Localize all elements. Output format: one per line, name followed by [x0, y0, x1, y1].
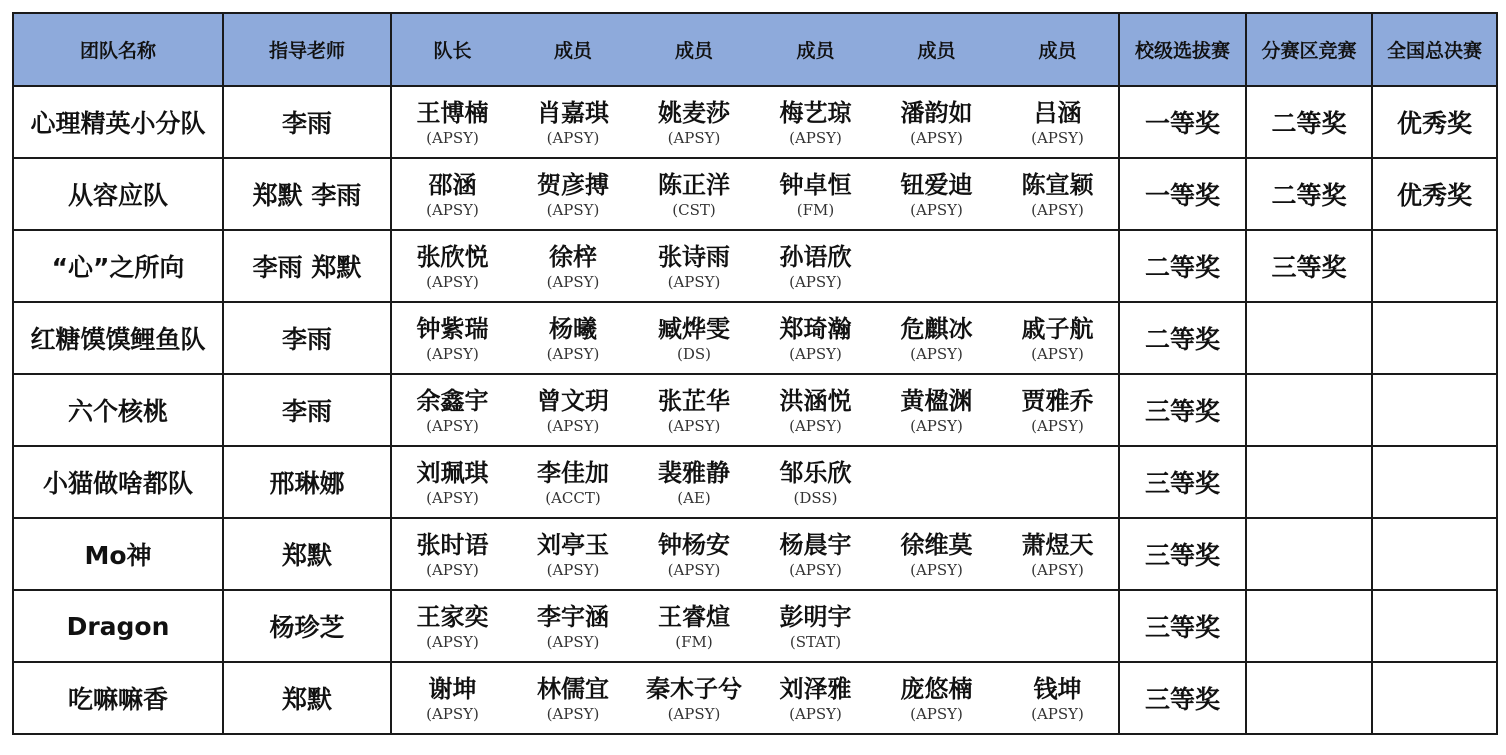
member-cell — [513, 518, 633, 590]
member-name: 张时语 — [416, 531, 489, 559]
member-cell — [513, 374, 633, 446]
member-major: (APSY) — [910, 705, 963, 723]
national-final-award: 优秀奖 — [1372, 158, 1497, 230]
member-name: 萧煜天 — [1021, 531, 1094, 559]
member-cell — [513, 662, 633, 734]
advisor-cell: 杨珍芝 — [223, 590, 391, 662]
member-major: (APSY) — [426, 417, 479, 435]
member-name: 陈宣颖 — [1021, 171, 1094, 199]
member-major: (APSY) — [1031, 129, 1084, 147]
member-name: 洪涵悦 — [779, 387, 852, 415]
member-major: (APSY) — [546, 561, 600, 579]
member-cell — [755, 446, 876, 518]
member-name: 裴雅静 — [658, 459, 730, 487]
member-name: 钟杨安 — [658, 531, 730, 559]
member-name: 刘亭玉 — [537, 531, 609, 559]
member-cell — [755, 302, 876, 374]
header-advisor: 指导老师 — [223, 13, 391, 86]
member-name: 钱坤 — [1033, 675, 1082, 703]
member-name: 陈正洋 — [658, 171, 730, 199]
captain-cell — [391, 662, 513, 734]
member-cell — [876, 662, 997, 734]
member-name: 姚麦莎 — [658, 99, 730, 127]
member-major: (APSY) — [546, 705, 600, 723]
member-name: 秦木子兮 — [646, 675, 742, 703]
member-major: (APSY) — [546, 417, 600, 435]
member-cell — [513, 230, 633, 302]
school-round-award: 二等奖 — [1119, 230, 1246, 302]
member-cell — [997, 518, 1119, 590]
member-major: (CST) — [672, 201, 716, 219]
table-row — [13, 446, 1497, 518]
member-name: 臧烨雯 — [658, 315, 730, 343]
header-member-4: 成员 — [876, 13, 997, 86]
header-member-2: 成员 — [633, 13, 755, 86]
captain-cell — [391, 86, 513, 158]
member-major: (APSY) — [1031, 561, 1084, 579]
member-name: 杨晨宇 — [779, 531, 852, 559]
member-major: (DS) — [676, 345, 711, 363]
member-cell — [633, 230, 755, 302]
school-round-award: 三等奖 — [1119, 518, 1246, 590]
member-major: (APSY) — [667, 561, 721, 579]
member-cell — [755, 230, 876, 302]
member-major: (APSY) — [667, 705, 721, 723]
member-major: (APSY) — [1031, 705, 1084, 723]
member-major: (APSY) — [546, 345, 600, 363]
member-name: 邹乐欣 — [779, 459, 852, 487]
regional-round-award: 三等奖 — [1246, 230, 1372, 302]
member-cell — [876, 374, 997, 446]
member-name: 贾雅乔 — [1021, 387, 1094, 415]
member-name: 徐维莫 — [900, 531, 973, 559]
member-major: (APSY) — [1031, 345, 1084, 363]
member-cell — [513, 158, 633, 230]
member-name: 余鑫宇 — [416, 387, 489, 415]
member-cell — [997, 374, 1119, 446]
member-major: (APSY) — [1031, 201, 1084, 219]
advisor-cell: 郑默 — [223, 518, 391, 590]
advisor-cell: 李雨 郑默 — [223, 230, 391, 302]
member-major: (APSY) — [789, 129, 842, 147]
member-name: 刘泽雅 — [779, 675, 852, 703]
member-major: (FM) — [675, 633, 713, 651]
table-row — [13, 662, 1497, 734]
member-major: (APSY) — [426, 705, 479, 723]
member-cell — [997, 662, 1119, 734]
member-cell — [876, 446, 997, 518]
team-name-cell: 六个核桃 — [13, 374, 223, 446]
member-cell — [997, 86, 1119, 158]
member-name: 郑琦瀚 — [779, 315, 852, 343]
regional-round-award: 二等奖 — [1246, 86, 1372, 158]
member-cell — [755, 590, 876, 662]
regional-round-award — [1246, 446, 1372, 518]
table-row — [13, 518, 1497, 590]
member-name: 庞悠楠 — [900, 675, 973, 703]
header-member-5: 成员 — [997, 13, 1119, 86]
member-name: 曾文玥 — [537, 387, 609, 415]
national-final-award — [1372, 662, 1497, 734]
member-major: (APSY) — [546, 201, 600, 219]
member-major: (APSY) — [546, 129, 600, 147]
awards-table — [12, 12, 1498, 735]
member-major: (APSY) — [426, 489, 479, 507]
member-cell — [633, 518, 755, 590]
table-row — [13, 302, 1497, 374]
member-major: (APSY) — [910, 561, 963, 579]
member-cell — [513, 86, 633, 158]
member-name: 钮爱迪 — [900, 171, 973, 199]
school-round-award: 三等奖 — [1119, 590, 1246, 662]
member-name: 王家奕 — [416, 603, 489, 631]
table-row — [13, 230, 1497, 302]
table-row — [13, 374, 1497, 446]
member-name: 贺彦搏 — [537, 171, 609, 199]
school-round-award: 三等奖 — [1119, 374, 1246, 446]
member-major: (STAT) — [789, 633, 842, 651]
member-major: (APSY) — [667, 417, 721, 435]
table-body — [13, 86, 1497, 734]
member-cell — [513, 446, 633, 518]
member-name: 戚子航 — [1021, 315, 1094, 343]
member-major: (APSY) — [789, 273, 842, 291]
member-name: 杨曦 — [549, 315, 597, 343]
member-name: 林儒宜 — [537, 675, 609, 703]
regional-round-award — [1246, 590, 1372, 662]
advisor-cell: 邢琳娜 — [223, 446, 391, 518]
captain-cell — [391, 446, 513, 518]
table-row — [13, 158, 1497, 230]
member-cell — [633, 86, 755, 158]
member-major: (APSY) — [1031, 417, 1084, 435]
member-cell — [513, 302, 633, 374]
team-name-cell: Mo神 — [13, 518, 223, 590]
regional-round-award — [1246, 374, 1372, 446]
member-name: 梅艺琼 — [779, 99, 852, 127]
member-name: 肖嘉琪 — [537, 99, 609, 127]
advisor-cell: 郑默 李雨 — [223, 158, 391, 230]
member-cell — [876, 518, 997, 590]
header-captain: 队长 — [391, 13, 513, 86]
member-cell — [876, 230, 997, 302]
member-name: 孙语欣 — [779, 243, 852, 271]
member-name: 钟紫瑞 — [416, 315, 489, 343]
national-final-award — [1372, 374, 1497, 446]
member-cell — [997, 590, 1119, 662]
member-major: (APSY) — [789, 345, 842, 363]
school-round-award: 三等奖 — [1119, 662, 1246, 734]
table-row — [13, 590, 1497, 662]
awards-table-wrapper — [12, 12, 1498, 735]
member-cell — [997, 230, 1119, 302]
member-name: 李宇涵 — [537, 603, 609, 631]
national-final-award — [1372, 230, 1497, 302]
member-name: 吕涵 — [1033, 99, 1082, 127]
captain-cell — [391, 230, 513, 302]
member-name: 邵涵 — [428, 171, 477, 199]
member-cell — [755, 662, 876, 734]
header-row — [13, 13, 1497, 86]
member-cell — [633, 446, 755, 518]
member-major: (APSY) — [426, 273, 479, 291]
team-name-cell: 从容应队 — [13, 158, 223, 230]
header-team-name: 团队名称 — [13, 13, 223, 86]
member-name: 刘珮琪 — [416, 459, 489, 487]
advisor-cell: 郑默 — [223, 662, 391, 734]
school-round-award: 一等奖 — [1119, 86, 1246, 158]
header-national-final: 全国总决赛 — [1372, 13, 1497, 86]
member-name: 徐梓 — [549, 243, 597, 271]
member-cell — [876, 590, 997, 662]
member-name: 危麒冰 — [900, 315, 973, 343]
member-major: (APSY) — [426, 345, 479, 363]
captain-cell — [391, 590, 513, 662]
member-cell — [876, 158, 997, 230]
member-major: (APSY) — [667, 273, 721, 291]
advisor-cell: 李雨 — [223, 374, 391, 446]
member-name: 钟卓恒 — [779, 171, 852, 199]
team-name-cell: Dragon — [13, 590, 223, 662]
national-final-award — [1372, 518, 1497, 590]
member-cell — [633, 302, 755, 374]
member-cell — [876, 86, 997, 158]
member-name: 黄楹渊 — [900, 387, 973, 415]
member-cell — [633, 374, 755, 446]
member-name: 王睿煊 — [658, 603, 730, 631]
header-member-3: 成员 — [755, 13, 876, 86]
member-cell — [633, 158, 755, 230]
member-major: (APSY) — [426, 633, 479, 651]
member-name: 张芷华 — [658, 387, 730, 415]
member-major: (APSY) — [789, 561, 842, 579]
captain-cell — [391, 158, 513, 230]
national-final-award — [1372, 446, 1497, 518]
member-major: (APSY) — [910, 201, 963, 219]
member-cell — [997, 446, 1119, 518]
captain-cell — [391, 518, 513, 590]
school-round-award: 三等奖 — [1119, 446, 1246, 518]
member-cell — [755, 158, 876, 230]
table-header — [13, 13, 1497, 86]
advisor-cell: 李雨 — [223, 302, 391, 374]
member-major: (DSS) — [793, 489, 838, 507]
member-major: (APSY) — [546, 633, 600, 651]
school-round-award: 二等奖 — [1119, 302, 1246, 374]
member-major: (FM) — [796, 201, 835, 219]
member-major: (APSY) — [789, 417, 842, 435]
member-cell — [513, 590, 633, 662]
captain-cell — [391, 374, 513, 446]
team-name-cell: 心理精英小分队 — [13, 86, 223, 158]
member-name: 张欣悦 — [416, 243, 489, 271]
member-cell — [997, 302, 1119, 374]
header-member-1: 成员 — [513, 13, 633, 86]
member-cell — [755, 518, 876, 590]
member-name: 谢坤 — [428, 675, 477, 703]
member-major: (AE) — [677, 489, 711, 507]
national-final-award — [1372, 590, 1497, 662]
member-major: (APSY) — [426, 561, 479, 579]
member-cell — [997, 158, 1119, 230]
national-final-award: 优秀奖 — [1372, 86, 1497, 158]
header-regional-round: 分赛区竞赛 — [1246, 13, 1372, 86]
regional-round-award — [1246, 302, 1372, 374]
member-cell — [633, 590, 755, 662]
member-major: (APSY) — [426, 129, 479, 147]
header-school-round: 校级选拔赛 — [1119, 13, 1246, 86]
school-round-award: 一等奖 — [1119, 158, 1246, 230]
member-major: (APSY) — [910, 345, 963, 363]
member-major: (ACCT) — [545, 489, 601, 507]
team-name-cell: 红糖馍馍鲤鱼队 — [13, 302, 223, 374]
member-name: 李佳加 — [537, 459, 609, 487]
member-major: (APSY) — [789, 705, 842, 723]
member-major: (APSY) — [910, 129, 963, 147]
regional-round-award: 二等奖 — [1246, 158, 1372, 230]
member-major: (APSY) — [426, 201, 479, 219]
member-cell — [755, 86, 876, 158]
member-major: (APSY) — [667, 129, 721, 147]
member-name: 彭明宇 — [779, 603, 852, 631]
member-cell — [755, 374, 876, 446]
regional-round-award — [1246, 662, 1372, 734]
member-major: (APSY) — [546, 273, 600, 291]
member-cell — [876, 302, 997, 374]
team-name-cell: 小猫做啥都队 — [13, 446, 223, 518]
national-final-award — [1372, 302, 1497, 374]
team-name-cell: “心”之所向 — [13, 230, 223, 302]
captain-cell — [391, 302, 513, 374]
member-name: 王博楠 — [416, 99, 489, 127]
member-name: 张诗雨 — [658, 243, 730, 271]
advisor-cell: 李雨 — [223, 86, 391, 158]
table-row — [13, 86, 1497, 158]
team-name-cell: 吃嘛嘛香 — [13, 662, 223, 734]
regional-round-award — [1246, 518, 1372, 590]
member-major: (APSY) — [910, 417, 963, 435]
member-cell — [633, 662, 755, 734]
member-name: 潘韵如 — [900, 99, 973, 127]
